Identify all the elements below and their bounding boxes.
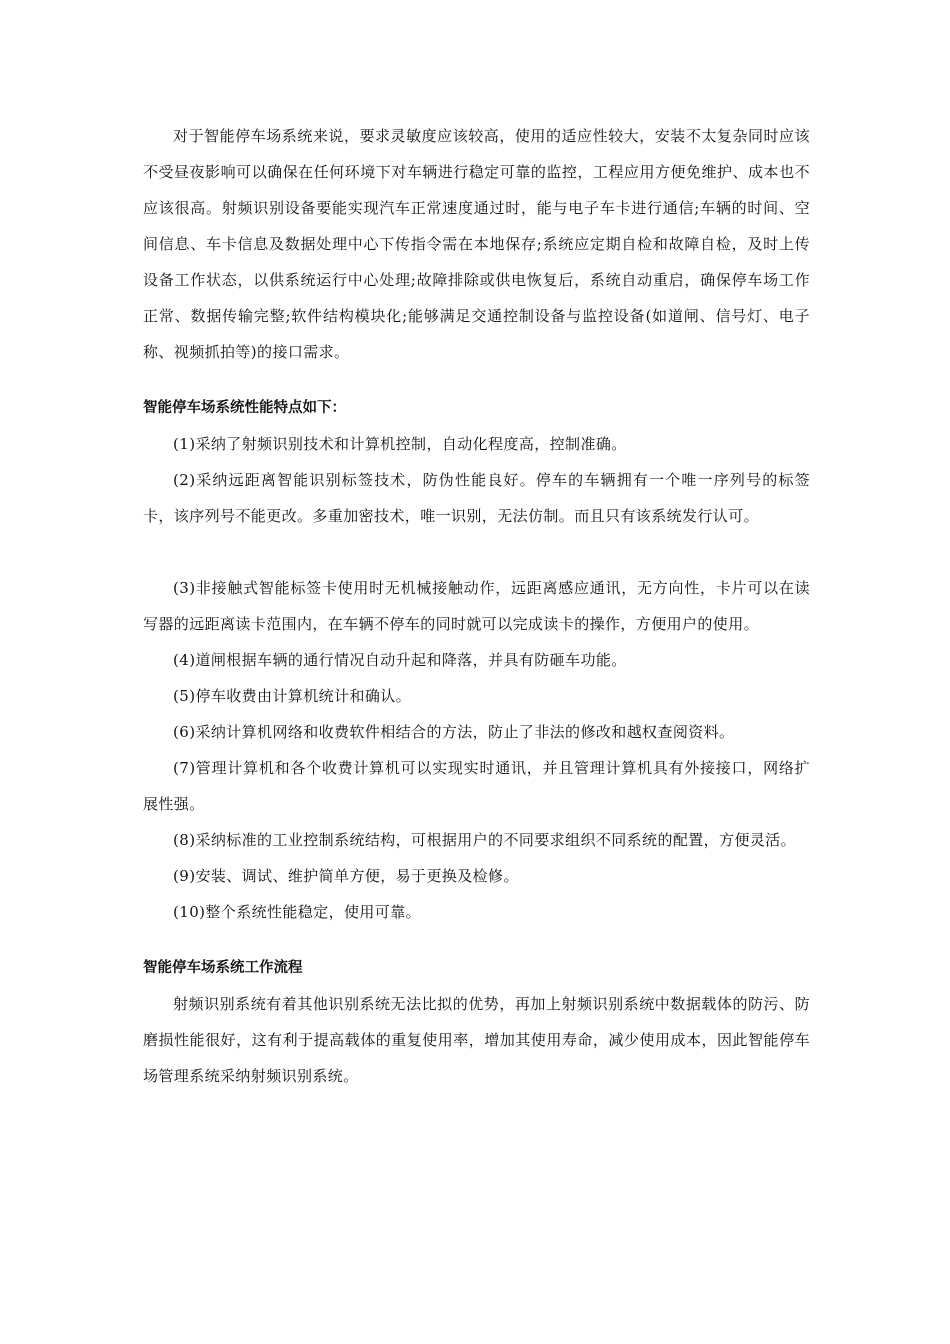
feature-item-2: (2)采纳远距离智能识别标签技术，防伪性能良好。停车的车辆拥有一个唯一序列号的标签卡，该序列号不能更改。多重加密技术，唯一识别，无法仿制。而且只有该系统发行认可。 bbox=[143, 471, 810, 525]
feature-item-5: (5)停车收费由计算机统计和确认。 bbox=[173, 687, 412, 705]
feature-item-3: (3)非接触式智能标签卡使用时无机械接触动作，远距离感应通讯，无方向性，卡片可以在读写器的远距离读卡范围内，在车辆不停车的同时就可以完成读卡的操作，方便用户的使用。 bbox=[143, 579, 810, 633]
spacer bbox=[143, 370, 810, 390]
feature-item-9: (9)安装、调试、维护简单方便，易于更换及检修。 bbox=[173, 867, 519, 885]
feature-item-4: (4)道闸根据车辆的通行情况自动升起和降落，并具有防砸车功能。 bbox=[173, 651, 627, 669]
intro-paragraph: 对于智能停车场系统来说，要求灵敏度应该较高，使用的适应性较大，安装不太复杂同时应该不受昼夜影响可以确保在任何环境下对车辆进行稳定可靠的监控，工程应用方便免维护、成本也不应该很高。射频识别设备要能实现汽车正常速度通过时，能与电子车卡进行通信;车辆的时间、空间信息、车卡信息及数据处理中心下传指令需在本地保存;系统应定期自检和故障自检，及时上传设备工作状态，以供系统运行中心处理;故障排除或供电恢复后，系统自动重启，确保停车场工作正常、数据传输完整;软件结构模块化;能够满足交通控制设备与监控设备(如道闸、信号灯、电子称、视频抓拍等)的接口需求。 bbox=[143, 127, 810, 361]
document-page bbox=[143, 118, 810, 1094]
workflow-heading: 智能停车场系统工作流程 bbox=[143, 959, 303, 976]
feature-item-8: (8)采纳标准的工业控制系统结构，可根据用户的不同要求组织不同系统的配置，方便灵活。 bbox=[173, 831, 797, 849]
feature-item-6: (6)采纳计算机网络和收费软件相结合的方法，防止了非法的修改和越权查阅资料。 bbox=[173, 723, 735, 741]
feature-item-10: (10)整个系统性能稳定，使用可靠。 bbox=[173, 903, 421, 921]
feature-item-1: (1)采纳了射频识别技术和计算机控制，自动化程度高，控制准确。 bbox=[173, 435, 627, 453]
spacer bbox=[143, 930, 810, 950]
spacer bbox=[143, 534, 810, 570]
feature-item-7: (7)管理计算机和各个收费计算机可以实现实时通讯，并且管理计算机具有外接接口，网络扩展性强。 bbox=[143, 759, 810, 813]
workflow-paragraph: 射频识别系统有着其他识别系统无法比拟的优势，再加上射频识别系统中数据载体的防污、防磨损性能很好，这有利于提高载体的重复使用率，增加其使用寿命，减少使用成本，因此智能停车场管理系统采纳射频识别系统。 bbox=[143, 995, 810, 1085]
features-heading: 智能停车场系统性能特点如下： bbox=[143, 399, 346, 416]
